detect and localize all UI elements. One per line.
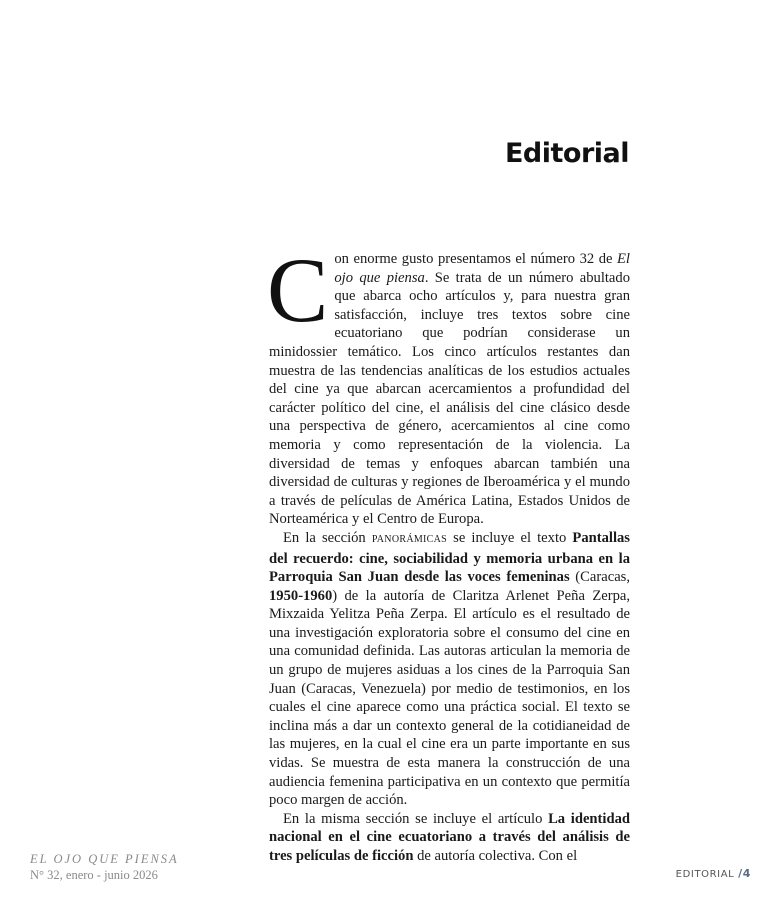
article-years-bold: 1950-1960	[269, 587, 333, 604]
footer-page-info	[676, 867, 751, 880]
text-segment: se incluye el texto	[447, 529, 573, 546]
article-title-bold: Pantallas del recuerdo: cine, sociabilidad y memoria urbana en la Parroquia San Juan desde las voces femeninas	[269, 529, 630, 586]
article-title-bold: La identidad nacional en el cine ecuatoriano a través del análisis de tres películas de ficción	[269, 810, 630, 864]
section-name-smallcaps: PANORÁMICAS	[371, 533, 448, 545]
text-segment: . Se trata de un número abultado que abarca ocho artículos y, para nuestra gran satisfacción, incluye tres textos sobre cine ecuatoriano que podrían considerase un minidossier temático. Los cinco artículos restantes dan muestra de las tendencias analíticas de los estudios actuales del cine ya que abarcan acercamientos a profundidad del carácter político del cine, el análisis del cine clásico desde una perspectiva de género, acercamientos al cine como memoria y como representación de la violencia. La diversidad de temas y enfoques abarcan también una diversidad de culturas y regiones de Iberoamérica y el mundo a través de películas de América Latina, Estados Unidos de Norteamérica y el Centro de Europa.	[269, 269, 630, 528]
text-segment: on enorme gusto presentamos el número 32 de	[334, 251, 618, 267]
paragraph-2	[269, 529, 630, 810]
editorial-body	[267, 239, 631, 866]
text-segment: En la sección	[283, 529, 372, 546]
text-segment: de autoría colectiva. Con el	[413, 848, 578, 864]
paragraph-1	[267, 239, 630, 529]
journal-title-italic: El ojo que piensa	[334, 251, 630, 286]
journal-name: EL OJO QUE PIENSA	[30, 852, 179, 866]
page-title: Editorial	[504, 138, 629, 170]
text-segment: ) de la autoría de Claritza Arlenet Peña Zerpa, Mixzaida Yelitza Peña Zerpa. El artículo es el resultado de una investigación exploratoria sobre el consumo del cine en una comunidad definida. Las autoras articulan la memoria de un grupo de mujeres asiduas a los cines de la Parroquia San Juan (Caracas, Venezuela) por medio de testimonios, en los cuales el cine aparece como una práctica social. El texto se inclina más a dar un contexto general de la cotidianeidad de las mujeres, en la cual el cine era un parte importante en sus vidas. Se muestra de esta manera la construcción de una audiencia femenina participativa en un contexto que permitía poco margen de acción.	[269, 587, 630, 809]
text-segment: (Caracas,	[569, 569, 631, 586]
text-segment: En la misma sección se incluye el artículo	[283, 810, 549, 827]
footer-journal-info	[30, 851, 179, 883]
section-label: EDITORIAL	[675, 869, 735, 880]
paragraph-3	[269, 810, 630, 866]
drop-cap: C	[267, 239, 329, 341]
page-number: /4	[738, 867, 751, 880]
issue-info: N° 32, enero - junio 2026	[30, 868, 158, 882]
